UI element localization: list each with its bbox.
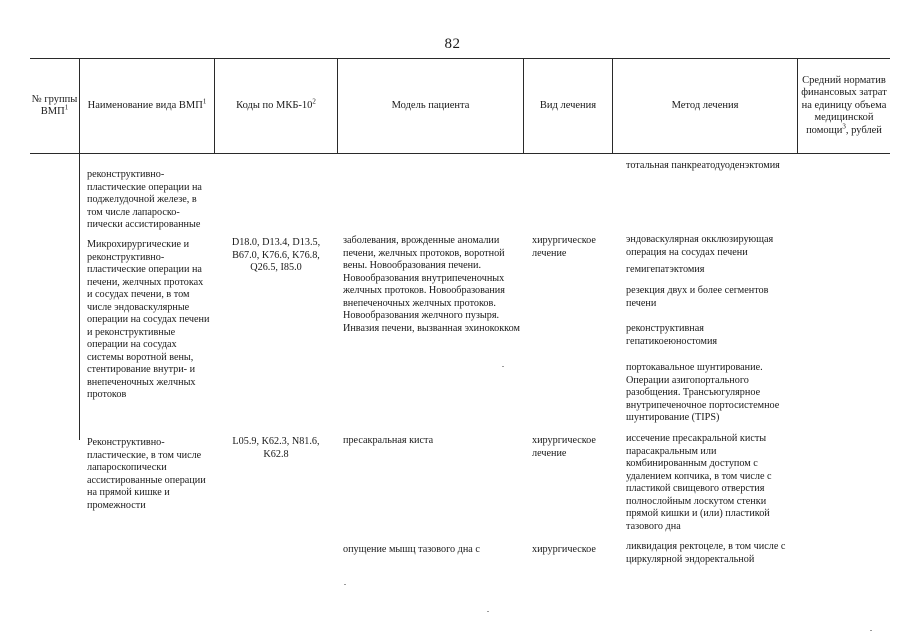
row-method: реконструктивная гепатикоеюностомия <box>626 323 718 347</box>
row-method: гемигепатэктомия <box>626 264 705 275</box>
scan-speck <box>487 611 489 612</box>
row-method: тотальная панкреатодуоденэктомия <box>626 160 780 171</box>
row-treatment-type: хирургическое лечение <box>532 235 596 259</box>
header-average-cost: Средний норматив финансовых затрат на единицу объема медицинской помощи$^3$, рублей <box>801 74 887 136</box>
row-patient-model: опущение мышц тазового дна с <box>343 544 480 555</box>
page-number: 82 <box>444 36 461 52</box>
header-group-number: № группы ВМП$^1$ <box>31 93 78 117</box>
header-top-border <box>30 58 890 59</box>
header-vmp-name: Наименование вида ВМП$^1$ <box>87 97 207 111</box>
scan-speck <box>344 584 346 585</box>
row-vmp-name: Реконструктивно-пластические, в том числе лапароскопически ассистированные операции на прямой кишке и промежности <box>87 437 206 511</box>
row-vmp-name: Микрохирургические и реконструктивно-пластические операции на печени, желчных протоках и сосудах печени, в том числе эндоваскулярные операции на сосудах печени и реконструктивные операции на сосудах системы воротной вены, стентирование внутри- и внепеченочных желчных протоков <box>87 239 210 400</box>
row-patient-model: заболевания, врожденные аномалии печени, желчных протоков, воротной вены. Новообразования печени. Новообразования внутрипеченочных желчных протоков. Новообразования внепеченочных желчных протоков. Новообразования желчного пузыря. Инвазия печени, вызванная эхинококком <box>343 235 520 334</box>
header-bottom-border <box>30 153 890 154</box>
row-patient-model: пресакральная киста <box>343 435 434 446</box>
row-method: ликвидация ректоцеле, в том числе с циркулярной эндоректальной <box>626 541 786 565</box>
row-icd-codes: D18.0, D13.4, D13.5, B67.0, K76.6, K76.8, Q26.5, I85.0 <box>231 237 321 273</box>
scan-speck <box>502 366 504 367</box>
row-treatment-type: хирургическое <box>532 544 596 555</box>
header-icd-codes: Коды по МКБ-$10^2$ <box>236 97 316 111</box>
row-method: портокавальное шунтирование. Операции азигопортального разобщения. Трансъюгулярное внутрипеченочное портосистемное шунтирование (TIPS) <box>626 362 780 423</box>
row-vmp-name: реконструктивно-пластические операции на поджелудочной железе, в том числе лапароско-пически ассистированные <box>87 169 202 230</box>
row-icd-codes: L05.9, K62.3, N81.6, K62.8 <box>232 436 320 460</box>
header-treatment-type: Вид лечения <box>539 99 597 111</box>
row-method: резекция двух и более сегментов печени <box>626 285 769 309</box>
row-treatment-type: хирургическое лечение <box>532 435 596 459</box>
scan-speck <box>870 630 872 631</box>
row-method: эндоваскулярная окклюзирующая операция на сосудах печени <box>626 234 774 258</box>
header-patient-model: Модель пациента <box>391 99 470 111</box>
row-method: иссечение пресакральной кисты парасакральным или комбинированным доступом с удалением копчика, в том числе с пластикой свищевого отверстия полнослойным лоскутом стенки прямой кишки и (или) пластикой тазового дна <box>626 433 772 532</box>
header-treatment-method: Метод лечения <box>671 99 739 111</box>
